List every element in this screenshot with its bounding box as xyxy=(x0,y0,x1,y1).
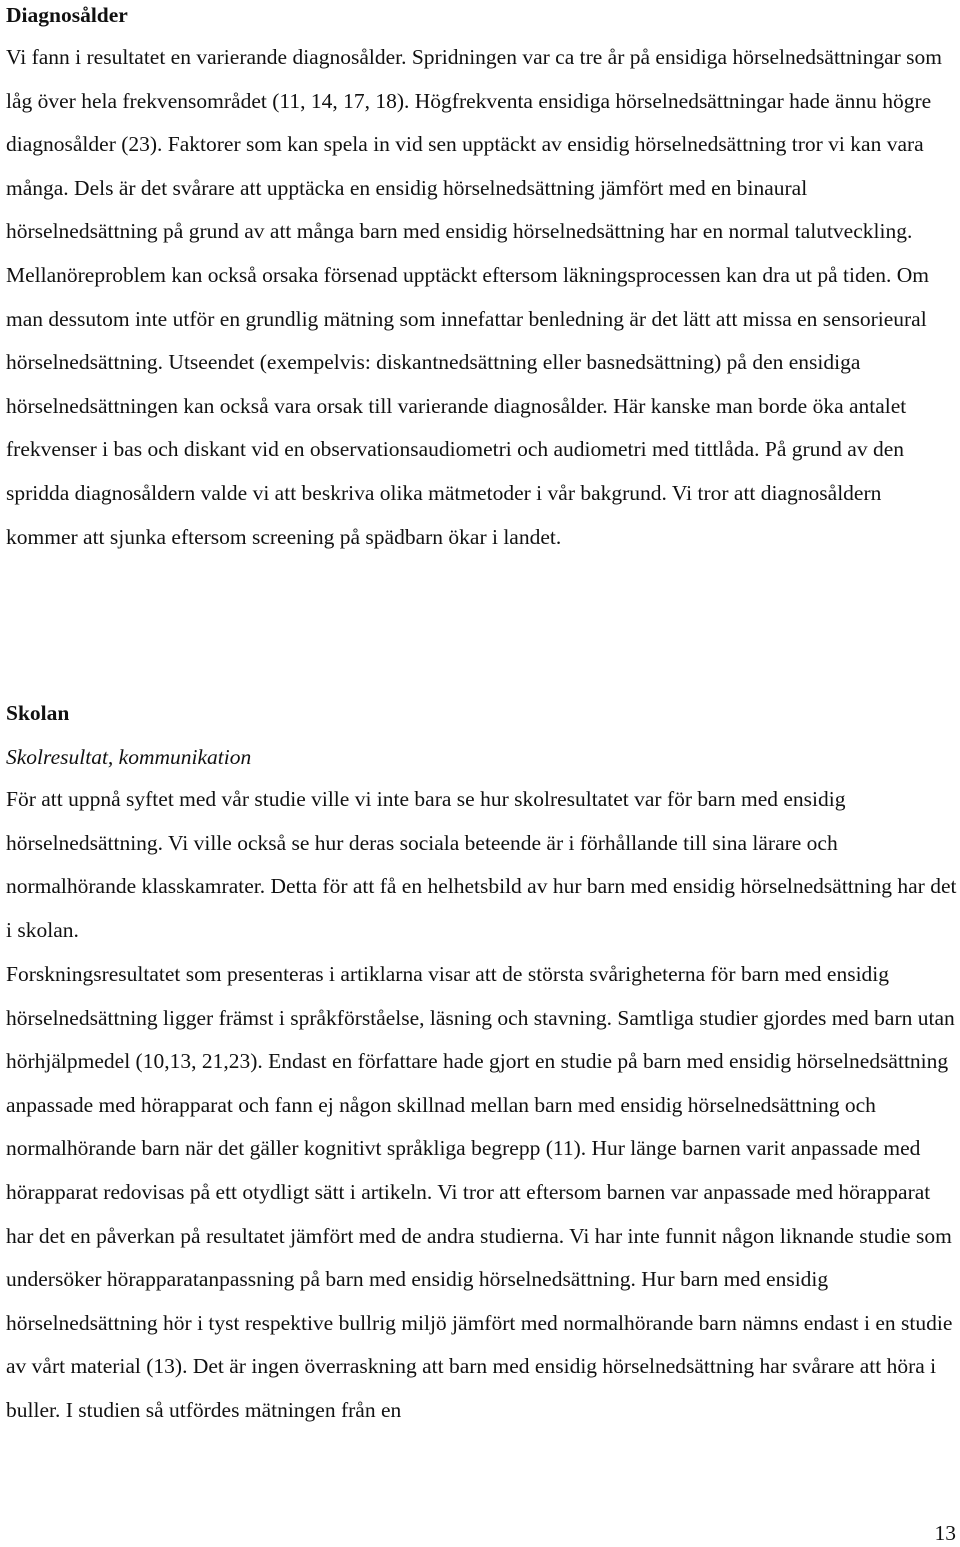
section-heading-skolan: Skolan xyxy=(6,701,70,725)
body-paragraph-forskningsresultat: Forskningsresultatet som presenteras i artiklarna visar att de största svårigheterna för barn med ensidig hörselnedsättning ligger främst i språkförståelse, läsning och stavning. Samtliga studier gjordes med barn utan hörhjälpmedel (10,13, 21,23). Endast en författare hade gjort en studie på barn med ensidig hörselnedsättning anpassade med hörapparat och fann ej någon skillnad mellan barn med ensidig hörselnedsättning och normalhörande barn när det gäller kognitivt språkliga begrepp (11). Hur länge barnen varit anpassade med hörapparat redovisas på ett otydligt sätt i artikeln. Vi tror att eftersom barnen var anpassade med hörapparat har det en påverkan på resultatet jämfört med de andra studierna. Vi har inte funnit någon liknande studie som undersöker hörapparatanpassning på barn med ensidig hörselnedsättning. Hur barn med ensidig hörselnedsättning hör i tyst respektive bullrig miljö jämfört med normalhörande barn nämns endast i en studie av vårt material (13). Det är ingen överraskning att barn med ensidig hörselnedsättning har svårare att höra i buller. I studien så utfördes mätningen från en xyxy=(6,962,955,1422)
body-paragraph-diagnosalder: Vi fann i resultatet en varierande diagnosålder. Spridningen var ca tre år på ensidiga hörselnedsättningar som låg över hela frekvensområdet (11, 14, 17, 18). Högfrekventa ensidiga hörselnedsättningar hade ännu högre diagnosålder (23). Faktorer som kan spela in vid sen upptäckt av ensidig hörselnedsättning tror vi kan vara många. Dels är det svårare att upptäcka en ensidig hörselnedsättning jämfört med en binaural hörselnedsättning på grund av att många barn med ensidig hörselnedsättning har en normal talutveckling. Mellanöreproblem kan också orsaka försenad upptäckt eftersom läkningsprocessen kan dra ut på tiden. Om man dessutom inte utför en grundlig mätning som innefattar benledning är det lätt att missa en sensorieural hörselnedsättning. Utseendet (exempelvis: diskantnedsättning eller basnedsättning) på den ensidiga hörselnedsättningen kan också vara orsak till varierande diagnosålder. Här kanske man borde öka antalet frekvenser i bas och diskant vid en observationsaudiometri och audiometri med tittlåda. På grund av den spridda diagnosåldern valde vi att beskriva olika mätmetoder i vår bakgrund. Vi tror att diagnosåldern kommer att sjunka eftersom screening på spädbarn ökar i landet. xyxy=(6,45,943,549)
subsection-heading-skolresultat: Skolresultat, kommunikation xyxy=(6,745,252,769)
page-number: 13 xyxy=(934,1521,956,1545)
body-paragraph-syfte: För att uppnå syftet med vår studie ville vi inte bara se hur skolresultatet var för barn med ensidig hörselnedsättning. Vi ville också se hur deras sociala beteende är i förhållande till sina lärare och normalhörande klasskamrater. Detta för att få en helhetsbild av hur barn med ensidig hörselnedsättning har det i skolan. xyxy=(6,787,957,942)
section-heading-diagnosalder: Diagnosålder xyxy=(6,3,128,27)
